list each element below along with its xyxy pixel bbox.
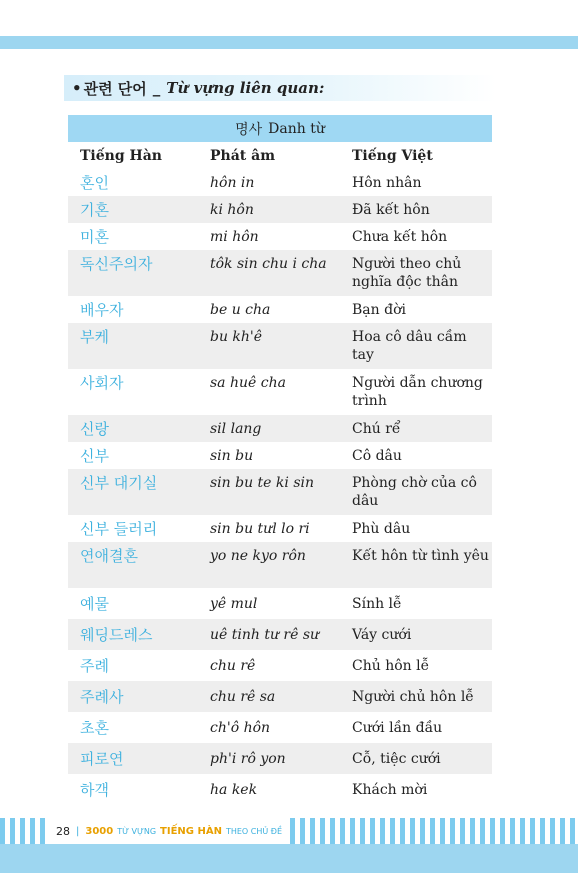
korean-word: 웨딩드레스 [80, 626, 153, 644]
vietnamese-meaning: Người chủ hôn lễ [352, 689, 474, 705]
section-separator: _ [152, 79, 161, 97]
header-korean: Tiếng Hàn [80, 147, 162, 164]
vietnamese-meaning: Người dẫn chương trình [352, 375, 483, 409]
table-row [68, 469, 492, 515]
korean-word: 피로연 [80, 750, 124, 768]
table-row [68, 296, 492, 323]
brand-number: 3000 [85, 825, 114, 837]
vietnamese-meaning: Cưới lần đầu [352, 720, 443, 736]
table-row [68, 743, 492, 774]
korean-word: 독신주의자 [80, 255, 153, 273]
table-row [68, 250, 492, 296]
pronunciation: ki hôn [210, 202, 254, 218]
vietnamese-meaning: Phòng chờ của cô dâu [352, 475, 477, 509]
bullet: • [72, 79, 82, 97]
vietnamese-meaning: Kết hôn từ tình yêu [352, 548, 489, 564]
korean-word: 주례사 [80, 688, 124, 706]
pronunciation: ha kek [210, 782, 258, 798]
table-header-row [68, 142, 492, 169]
vietnamese-meaning: Khách mời [352, 782, 428, 798]
korean-word: 초혼 [80, 719, 109, 737]
footer-separator-icon: | [76, 825, 80, 837]
pronunciation: ph'i rô yon [210, 751, 286, 767]
brand-text-2: TIẾNG HÀN [160, 825, 222, 837]
pronunciation: tôk sin chu i cha [210, 256, 327, 272]
vietnamese-meaning: Cỗ, tiệc cưới [352, 751, 441, 767]
table-row [68, 196, 492, 223]
pronunciation: sa huê cha [210, 375, 286, 391]
korean-word: 신부 [80, 447, 109, 465]
vietnamese-meaning: Bạn đời [352, 302, 406, 318]
category-row [68, 115, 492, 142]
table-row [68, 681, 492, 712]
table-row [68, 415, 492, 442]
table-row [68, 442, 492, 469]
vietnamese-meaning: Phù dâu [352, 521, 411, 537]
korean-word: 부케 [80, 328, 109, 346]
korean-word: 사회자 [80, 374, 124, 392]
vietnamese-meaning: Hôn nhân [352, 175, 422, 191]
vietnamese-meaning: Chủ hôn lễ [352, 658, 430, 674]
korean-word: 주례 [80, 657, 109, 675]
section-title-korean: 관련 단어 [83, 79, 147, 98]
table-row [68, 588, 492, 619]
pronunciation: yo ne kyo rôn [210, 548, 306, 564]
korean-word: 미혼 [80, 228, 109, 246]
vietnamese-meaning: Chưa kết hôn [352, 229, 448, 245]
pronunciation: sin bu te ki sin [210, 475, 315, 491]
section-header [64, 75, 496, 101]
bottom-decorative-band [0, 844, 578, 873]
korean-word: 기혼 [80, 201, 109, 219]
section-title-vietnamese: Từ vựng liên quan: [166, 79, 325, 97]
pronunciation: uê tinh tư rê sư [210, 627, 320, 643]
top-decorative-band [0, 36, 578, 49]
table-row [68, 650, 492, 681]
table-row [68, 323, 492, 369]
vietnamese-meaning: Chú rể [352, 421, 401, 437]
pronunciation: mi hôn [210, 229, 259, 245]
table-body [68, 169, 492, 805]
page-number: 28 [56, 824, 70, 838]
pronunciation: chu rê sa [210, 689, 276, 705]
table-row [68, 169, 492, 196]
vietnamese-meaning: Sính lễ [352, 596, 402, 612]
table-row [68, 774, 492, 805]
pronunciation: sin bu [210, 448, 254, 464]
korean-word: 하객 [80, 781, 109, 799]
pronunciation: sin bu tưl lo ri [210, 521, 310, 537]
footer [48, 818, 290, 844]
brand-text-3: THEO CHỦ ĐỀ [225, 826, 283, 836]
korean-word: 연애결혼 [80, 547, 138, 565]
korean-word: 예물 [80, 595, 109, 613]
korean-word: 혼인 [80, 174, 109, 192]
header-vietnamese: Tiếng Việt [352, 147, 433, 164]
korean-word: 신랑 [80, 420, 109, 438]
pronunciation: be u cha [210, 302, 271, 318]
pronunciation: sil lang [210, 421, 262, 437]
vietnamese-meaning: Cô dâu [352, 448, 402, 464]
vietnamese-meaning: Hoa cô dâu cầm tay [352, 329, 467, 363]
korean-word: 신부 들러리 [80, 520, 158, 538]
table-row [68, 542, 492, 588]
pronunciation: ch'ô hôn [210, 720, 271, 736]
vietnamese-meaning: Đã kết hôn [352, 202, 430, 218]
korean-word: 신부 대기실 [80, 474, 158, 492]
table-row [68, 619, 492, 650]
pronunciation: hôn in [210, 175, 255, 191]
table-row [68, 369, 492, 415]
table-row [68, 515, 492, 542]
pronunciation: chu rê [210, 658, 256, 674]
category-vietnamese: Danh từ [268, 120, 325, 137]
vietnamese-meaning: Váy cưới [352, 627, 412, 643]
table-row [68, 712, 492, 743]
header-pronunciation: Phát âm [210, 147, 276, 164]
table-row [68, 223, 492, 250]
category-korean: 명사 [235, 121, 263, 138]
korean-word: 배우자 [80, 301, 124, 319]
vietnamese-meaning: Người theo chủ nghĩa độc thân [352, 256, 462, 290]
pronunciation: yê mul [210, 596, 258, 612]
brand-text-1: TỪ VỰNG [117, 826, 157, 836]
pronunciation: bu kh'ê [210, 329, 263, 345]
vocabulary-table [68, 115, 492, 805]
